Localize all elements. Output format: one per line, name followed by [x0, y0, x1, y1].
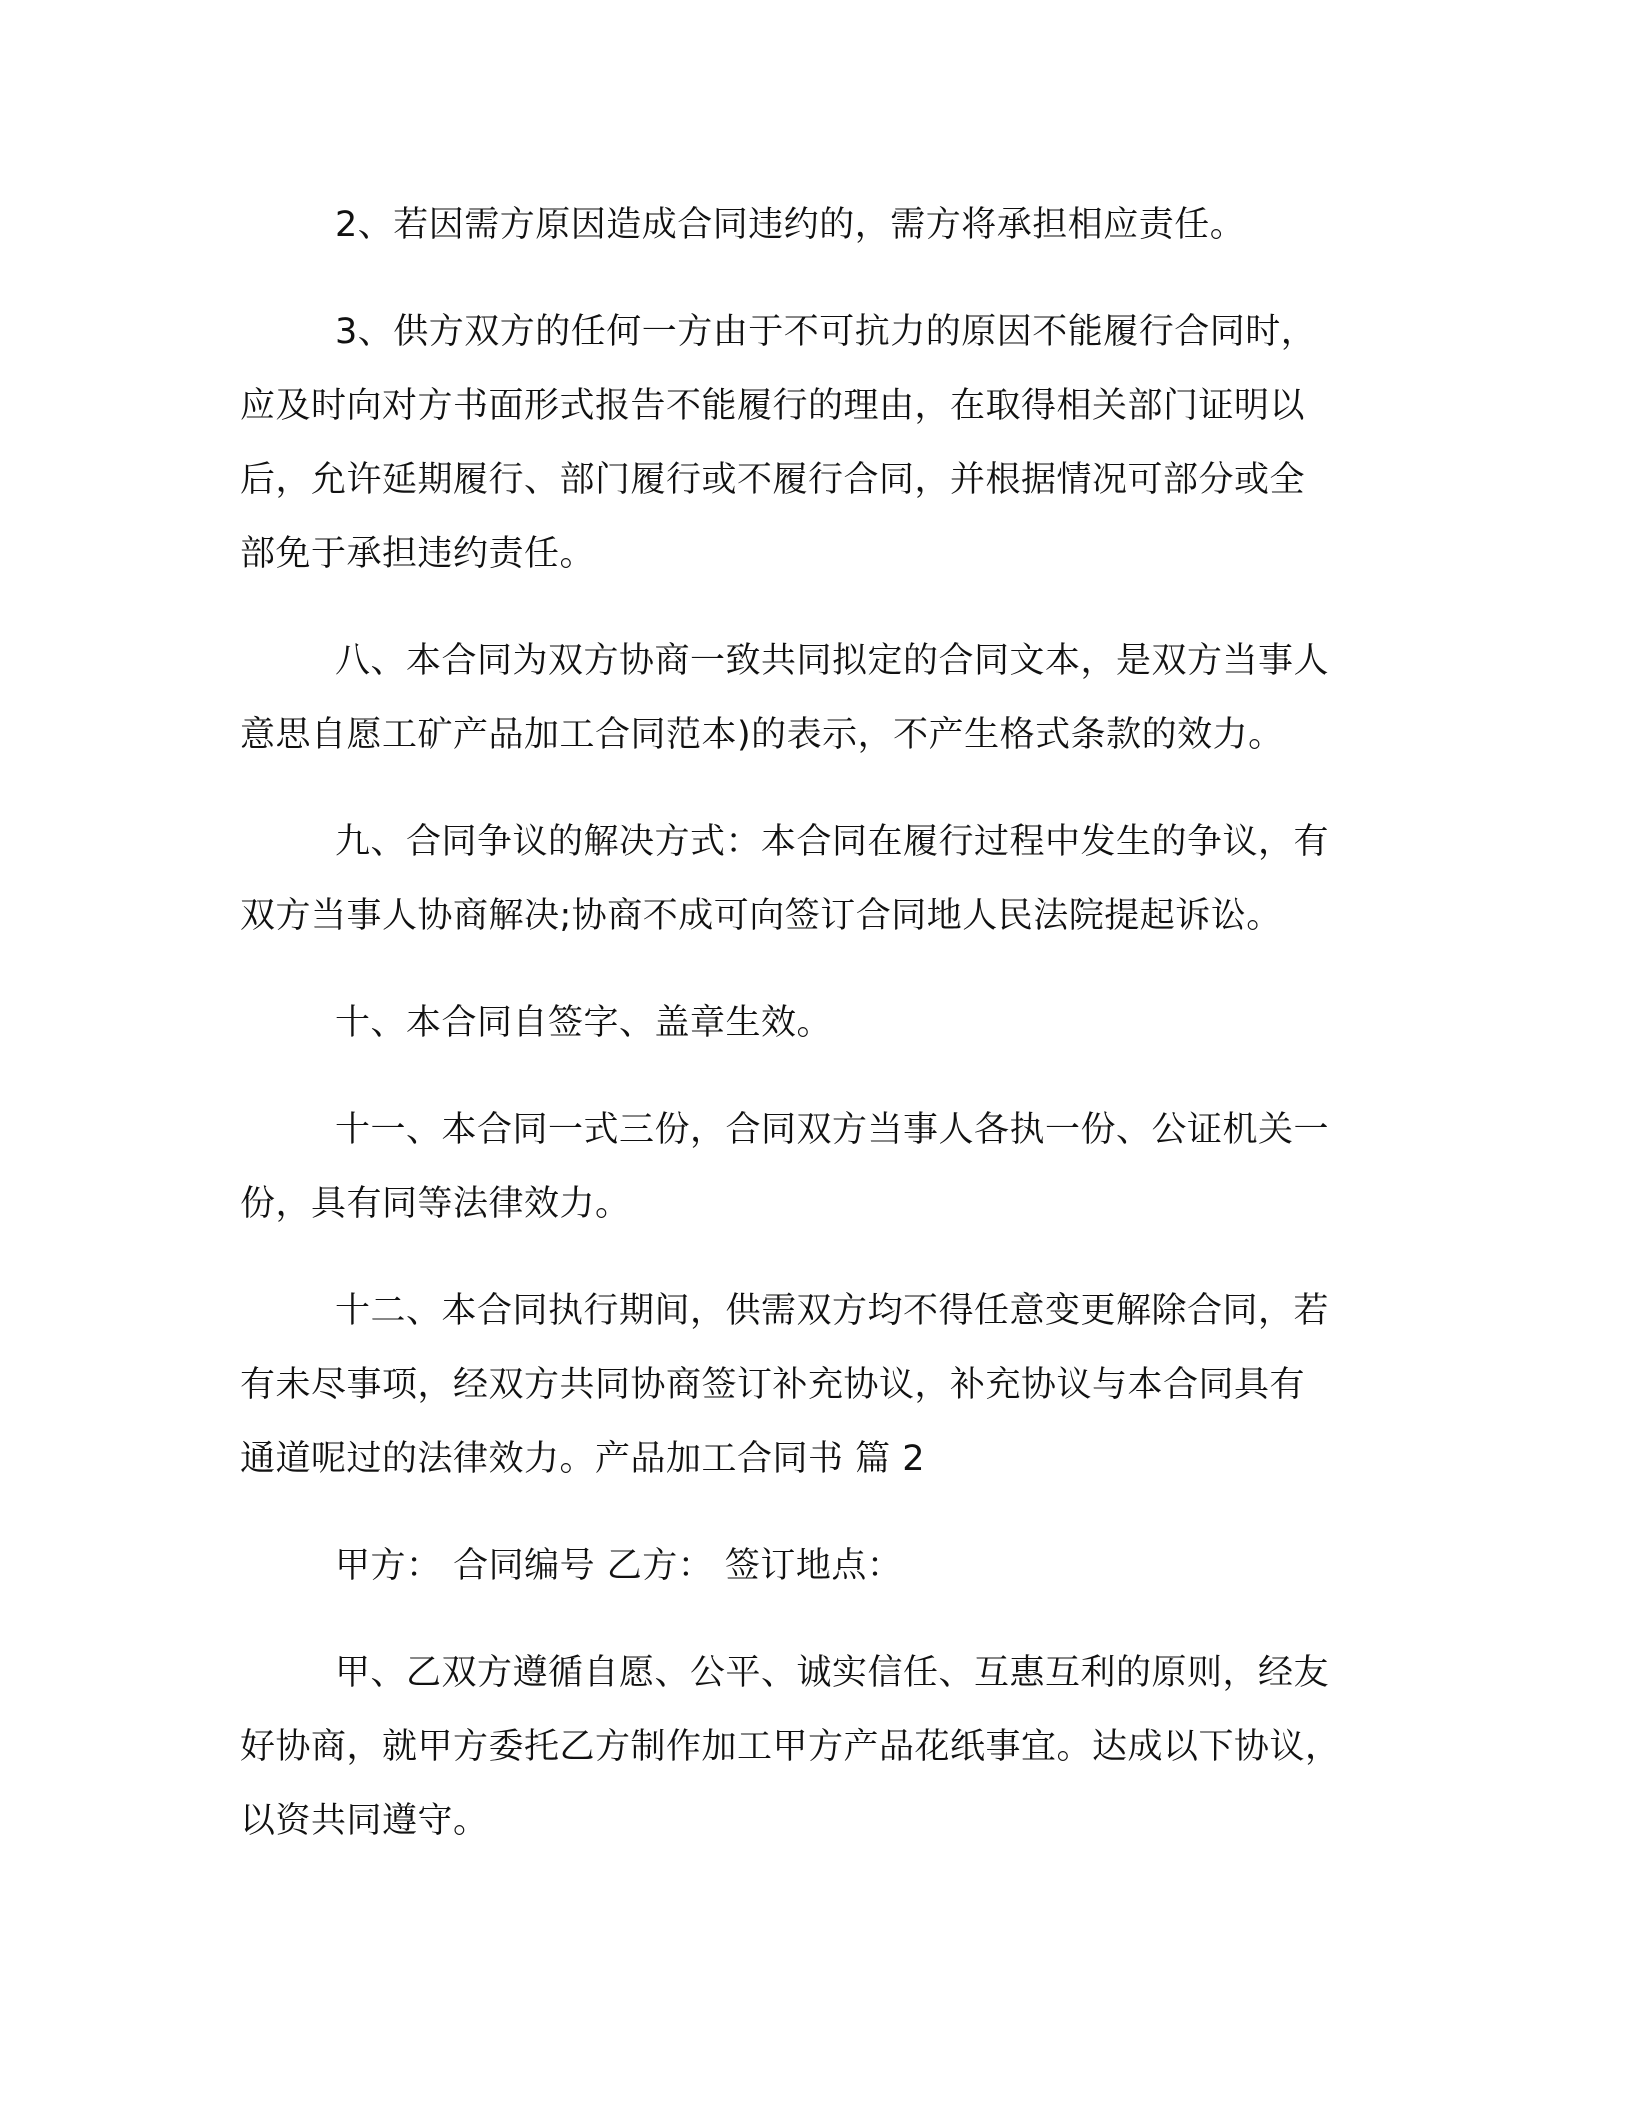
paragraph-clause-8 — [240, 624, 1400, 772]
paragraph-clause-11 — [240, 1093, 1400, 1241]
text-line: 通道呢过的法律效力。产品加工合同书 篇 2 — [240, 1439, 926, 1479]
paragraph-clause-7-3 — [240, 295, 1400, 591]
text-line: 以资共同遵守。 — [240, 1801, 489, 1841]
document-body — [240, 188, 1400, 1891]
text-line: 份，具有同等法律效力。 — [240, 1184, 631, 1224]
text-line: 后，允许延期履行、部门履行或不履行合同，并根据情况可部分或全 — [240, 460, 1306, 500]
text-line: 甲方： 合同编号 乙方： 签订地点： — [335, 1546, 903, 1586]
text-line: 八、本合同为双方协商一致共同拟定的合同文本，是双方当事人 — [335, 641, 1330, 681]
text-line: 部免于承担违约责任。 — [240, 534, 596, 574]
text-line: 3、供方双方的任何一方由于不可抗力的原因不能履行合同时， — [335, 312, 1317, 352]
paragraph-preamble — [240, 1636, 1400, 1858]
text-line: 应及时向对方书面形式报告不能履行的理由，在取得相关部门证明以 — [240, 386, 1306, 426]
text-line: 甲、乙双方遵循自愿、公平、诚实信任、互惠互利的原则，经友 — [335, 1653, 1330, 1693]
text-line: 有未尽事项，经双方共同协商签订补充协议，补充协议与本合同具有 — [240, 1365, 1306, 1405]
text-line: 双方当事人协商解决;协商不成可向签订合同地人民法院提起诉讼。 — [240, 896, 1282, 936]
text-line: 十一、本合同一式三份，合同双方当事人各执一份、公证机关一 — [335, 1110, 1330, 1150]
text-line: 好协商，就甲方委托乙方制作加工甲方产品花纸事宜。达成以下协议， — [240, 1727, 1341, 1767]
text-line: 意思自愿工矿产品加工合同范本)的表示，不产生格式条款的效力。 — [240, 715, 1284, 755]
paragraph-clause-7-2 — [240, 188, 1400, 262]
text-line: 十二、本合同执行期间，供需双方均不得任意变更解除合同，若 — [335, 1291, 1330, 1331]
paragraph-clause-9 — [240, 805, 1400, 953]
text-line: 九、合同争议的解决方式：本合同在履行过程中发生的争议，有 — [335, 822, 1330, 862]
paragraph-parties — [240, 1529, 1400, 1603]
paragraph-clause-12 — [240, 1274, 1400, 1496]
text-line: 2、若因需方原因造成合同违约的，需方将承担相应责任。 — [335, 205, 1246, 245]
text-line: 十、本合同自签字、盖章生效。 — [335, 1003, 833, 1043]
paragraph-clause-10 — [240, 986, 1400, 1060]
